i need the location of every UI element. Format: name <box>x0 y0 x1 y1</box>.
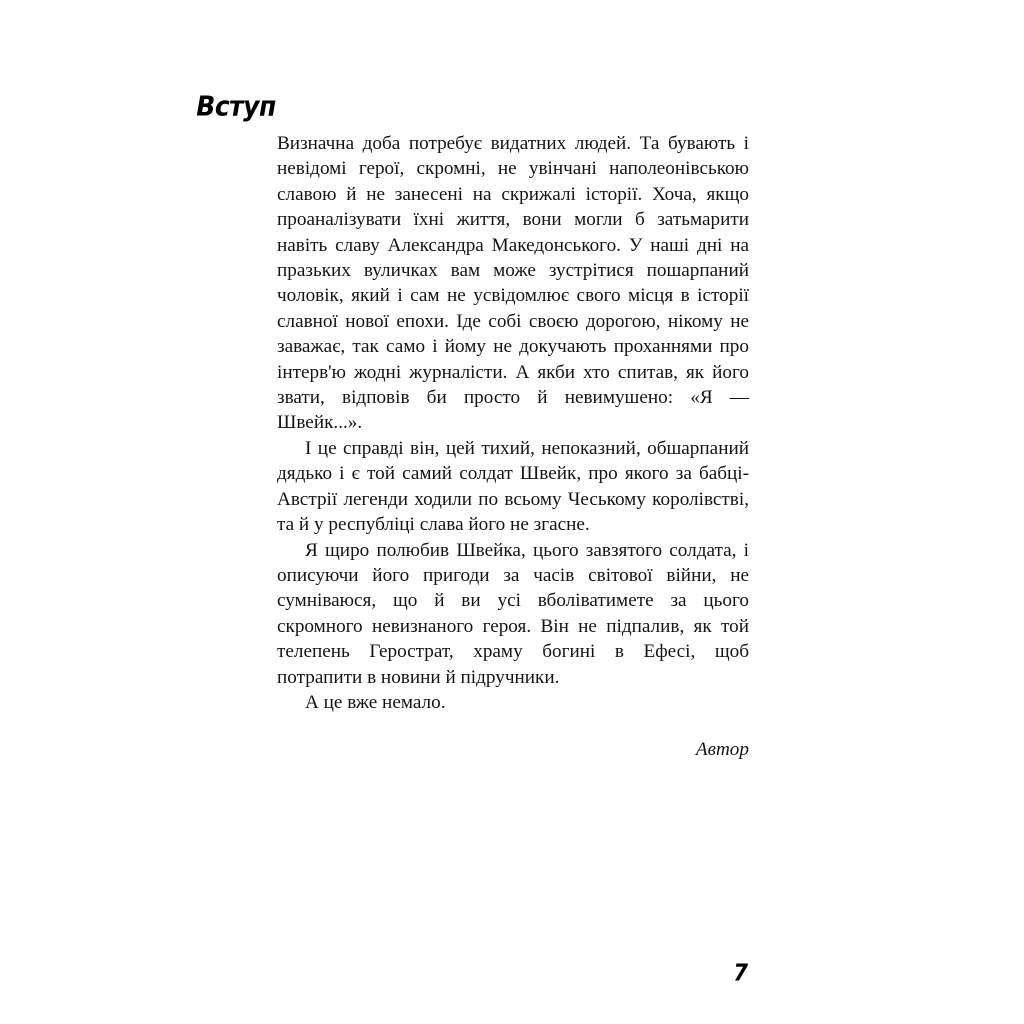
paragraph: А це вже немало. <box>305 691 446 713</box>
page-title: Вступ <box>196 89 276 122</box>
paragraph: Визначна доба потребує видатних людей. Та бувають і невідомі герої, скромні, не увінчані наполеонівською славою й не занесені на скрижалі історії. Хоча, якщо проаналізувати їхні життя, вони могли б затьмарити навіть славу Александра Македонського. У наші дні на празьких вуличках вам може зустрітися пошарпаний чоловік, який і сам не усвідомлює свого місця в історії славної нової епохи. Іде собі своєю дорогою, нікому не заважає, так само і йому не докучають проханнями про інтерв'ю жодні журналісти. А якби хто спитав, як його звати, відповів би просто й невимушено: «Я — Швейк...». <box>277 133 749 434</box>
paragraph: І це справді він, цей тихий, непоказний, обшарпаний дядько і є той самий солдат Швейк, про якого за бабці-Австрії легенди ходили по всьому Чеському королівстві, та й у республіці слава його не згасне. <box>277 437 749 536</box>
body-text-block <box>277 131 749 763</box>
page-number: 7 <box>733 959 748 986</box>
author-signature: Автор <box>695 739 749 761</box>
paragraph: Я щиро полюбив Швейка, цього завзятого солдата, і описуючи його пригоди за часів світової війни, не сумніваюся, що й ви усі вболіватимете за цього скромного невизнаного героя. Він не підпалив, як той телепень Герострат, храму богині в Ефесі, щоб потрапити в новини й підручники. <box>277 539 749 688</box>
